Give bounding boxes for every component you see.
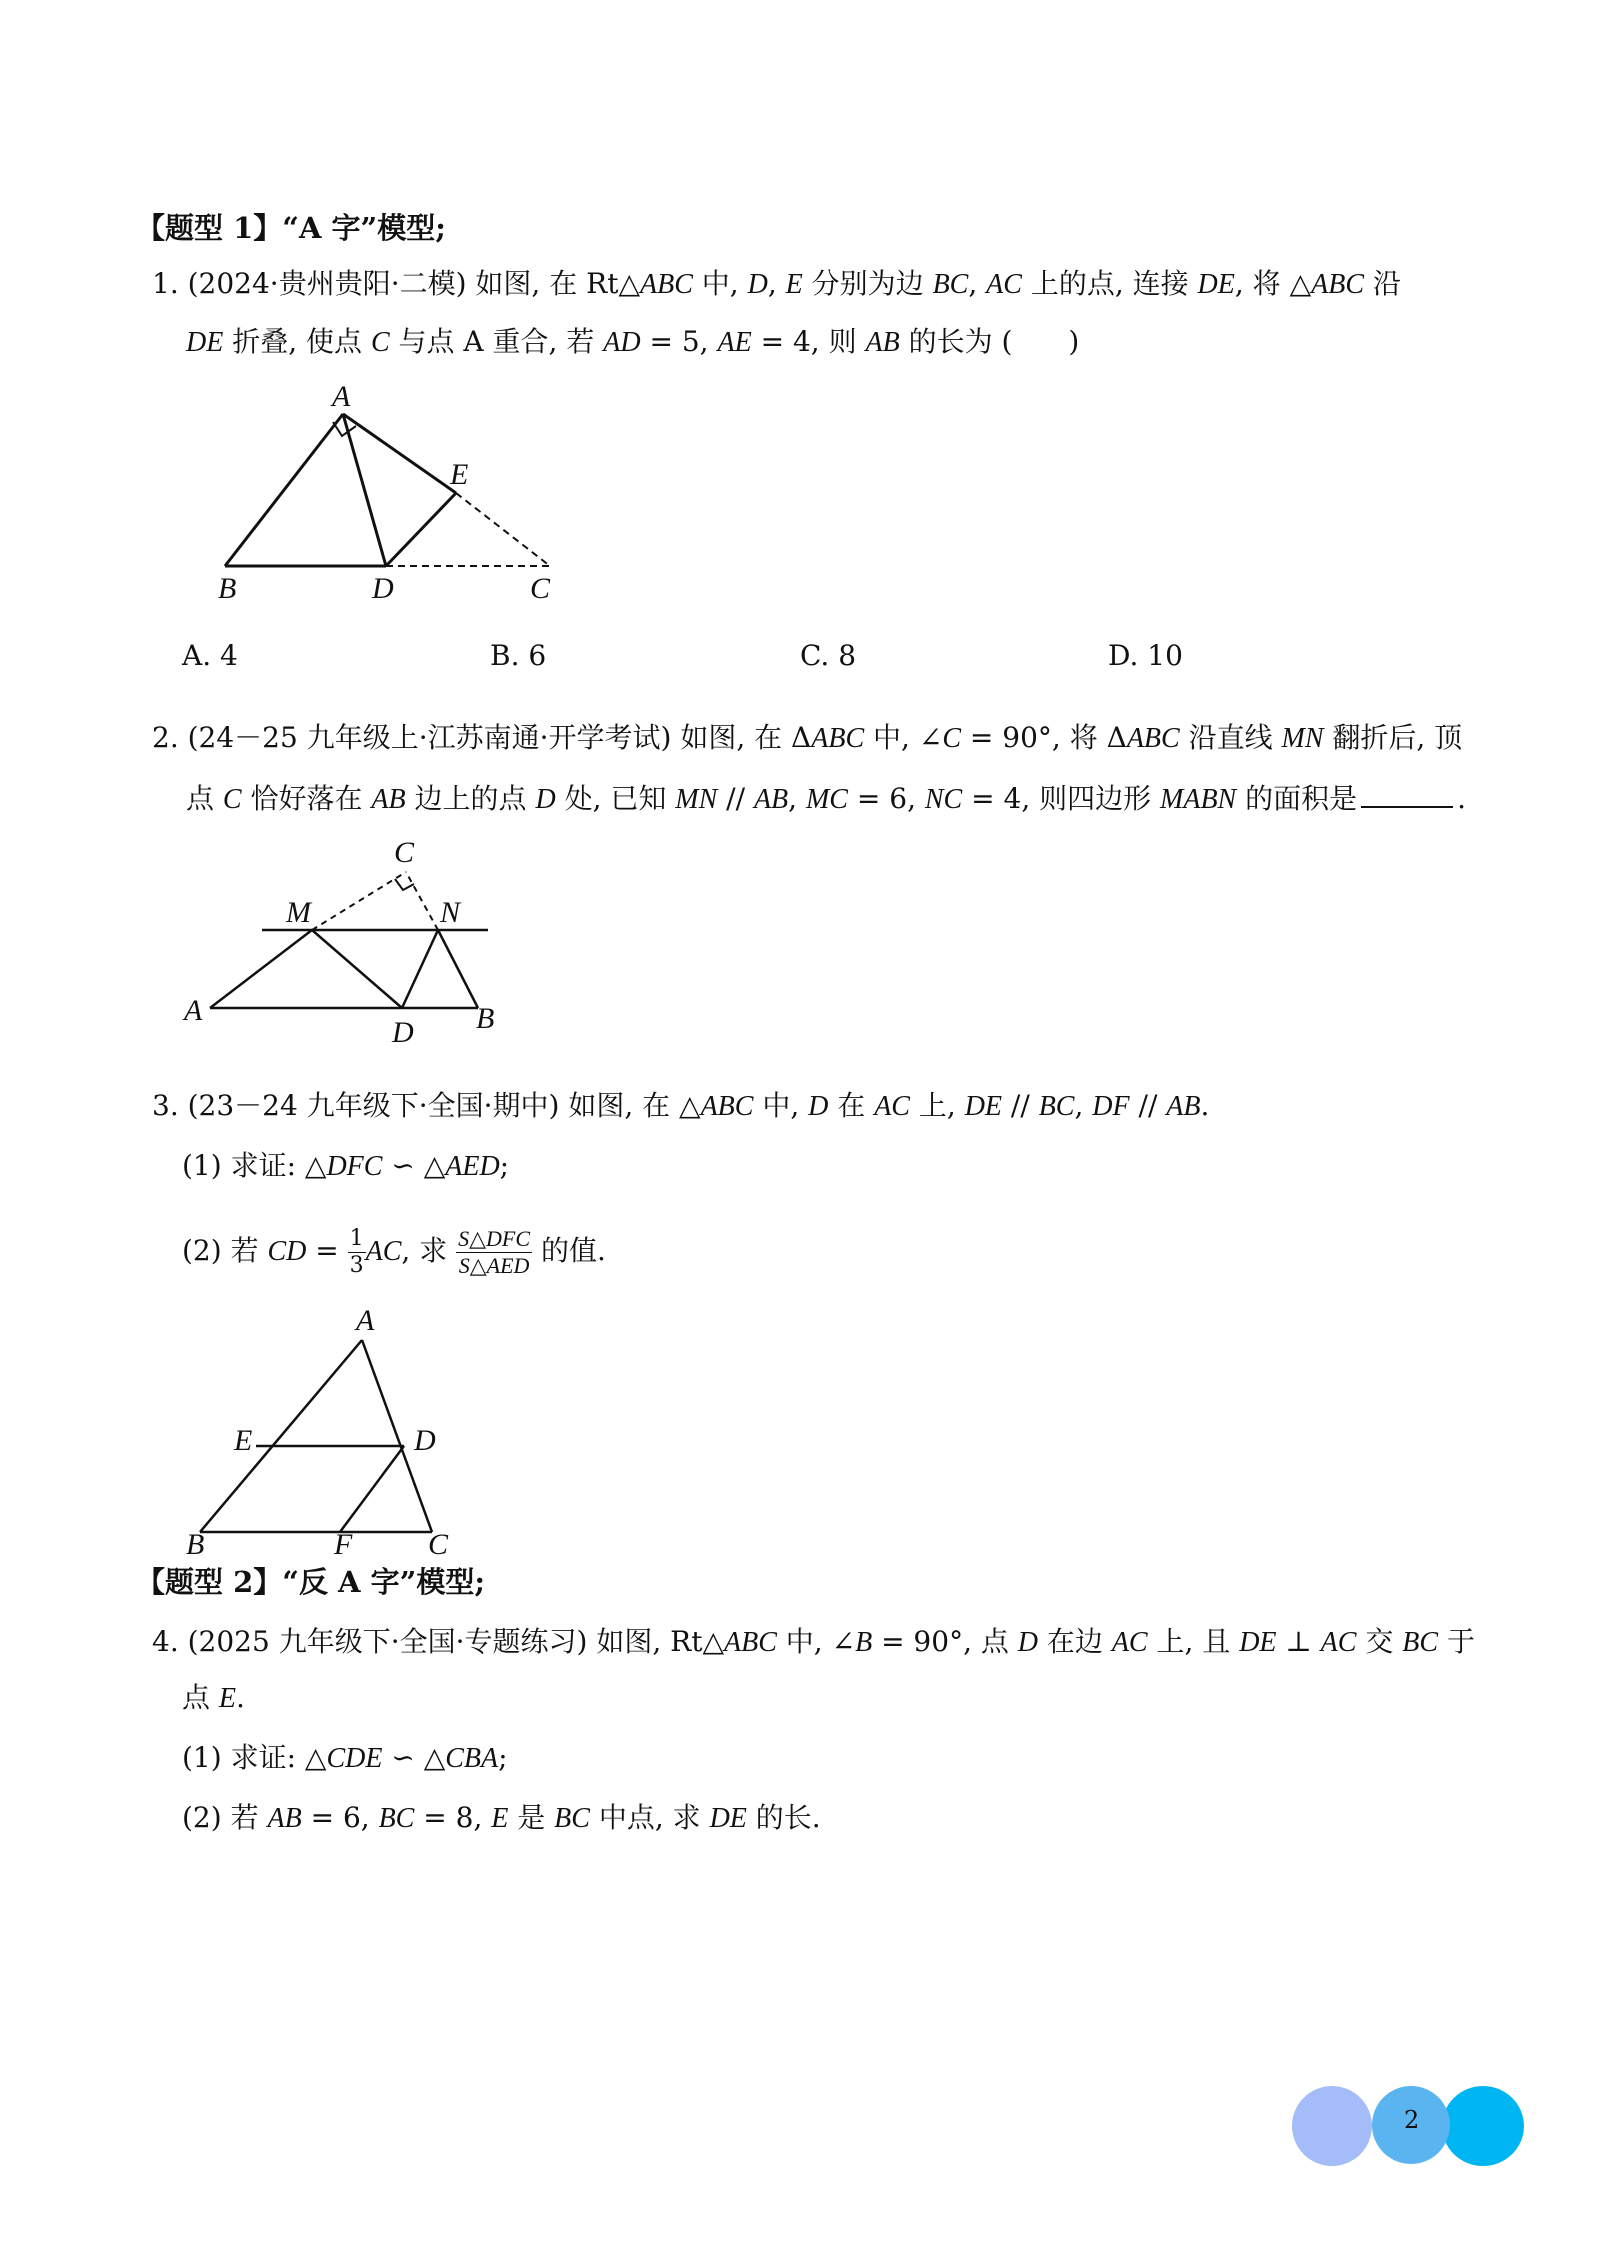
q3-label-C: C: [428, 1528, 449, 1560]
q1-seg-AD: [343, 414, 386, 566]
q1-seg-AE: [343, 414, 456, 493]
q4-line-1: 4. (2025 九年级下·全国·专题练习) 如图, Rt△ABC 中, ∠B = 90°, 点 D 在边 AC 上, 且 DE ⊥ AC 交 BC 于: [152, 1625, 1475, 1658]
q2-answer-blank: [1361, 778, 1453, 808]
q1-label-C: C: [530, 572, 551, 605]
q2-label-D: D: [392, 1016, 414, 1049]
q1-line-2: DE 折叠, 使点 C 与点 A 重合, 若 AD = 5, AE = 4, 则 AB 的长为 ( ): [186, 325, 1080, 358]
q3-line-1: 3. (23－24 九年级下·全国·期中) 如图, 在 △ABC 中, D 在 AC 上, DE // BC, DF // AB.: [152, 1089, 1210, 1122]
q2-seg-MC: [312, 872, 406, 930]
q2-label-C: C: [394, 836, 415, 869]
q2-label-M: M: [286, 896, 311, 929]
q3-label-E: E: [234, 1424, 253, 1457]
q3-label-D: D: [414, 1424, 436, 1457]
q2-line-1: 2. (24－25 九年级上·江苏南通·开学考试) 如图, 在 ΔABC 中, ∠C = 90°, 将 ΔABC 沿直线 MN 翻折后, 顶: [152, 721, 1463, 754]
q1-label-B: B: [218, 572, 237, 605]
q3-seg-DF: [340, 1446, 404, 1532]
section-1-title: 【题型 1】“A 字”模型;: [136, 211, 446, 245]
q1-label-E: E: [450, 458, 469, 491]
q1-figure: [200, 380, 580, 610]
q4-line-2: 点 E.: [182, 1681, 245, 1714]
page-number: 2: [1404, 2106, 1420, 2134]
q1-option-d: D. 10: [1108, 639, 1183, 672]
q2-label-A: A: [184, 994, 203, 1027]
section-2-title: 【题型 2】“反 A 字”模型;: [136, 1565, 486, 1599]
q3-label-F: F: [334, 1528, 353, 1560]
q1-seg-BA: [225, 414, 343, 566]
q3-seg-BA: [200, 1340, 362, 1532]
q1-label-D: D: [372, 572, 394, 605]
q3-label-B: B: [186, 1528, 205, 1560]
q2-label-N: N: [440, 896, 461, 929]
q2-seg-NC: [406, 872, 438, 930]
q2-seg-ND: [402, 930, 438, 1008]
q1-option-a: A. 4: [182, 639, 238, 672]
q2-seg-AM: [210, 930, 312, 1008]
q1-line-1: 1. (2024·贵州贵阳·二模) 如图, 在 Rt△ABC 中, D, E 分别为边 BC, AC 上的点, 连接 DE, 将 △ABC 沿: [152, 267, 1401, 300]
q4-part-2: (2) 若 AB = 6, BC = 8, E 是 BC 中点, 求 DE 的长.: [182, 1801, 821, 1834]
q2-seg-MD: [312, 930, 402, 1008]
q4-part-1: (1) 求证: △CDE ∽ △CBA;: [182, 1741, 508, 1774]
q3-part-1: (1) 求证: △DFC ∽ △AED;: [182, 1149, 510, 1182]
q3-fraction-area-ratio: $\frac{\text{S△DFC}}{\text{S△AED}}$: [458, 1226, 531, 1278]
q3-part-2: (2) 若 CD = $\frac{1}{3}$ AC, 求 $\frac{\text{S△DFC}}{\text{S△AED}}$ 的值.: [182, 1226, 606, 1278]
footer-circle-right: [1442, 2086, 1524, 2166]
q1-option-c: C. 8: [800, 639, 857, 672]
q2-figure: [170, 832, 530, 1052]
q1-seg-DE: [386, 493, 456, 566]
q2-label-B: B: [476, 1002, 495, 1035]
q2-line-2: 点 C 恰好落在 AB 边上的点 D 处, 已知 MN // AB, MC = 6, NC = 4, 则四边形 MABN 的面积是 .: [186, 778, 1466, 820]
q1-seg-EC: [456, 493, 550, 566]
q2-seg-NB: [438, 930, 478, 1008]
q3-figure: [180, 1300, 480, 1560]
q1-label-A: A: [332, 380, 351, 413]
q3-fraction-one-third: $\frac{1}{3}$: [349, 1226, 364, 1278]
q1-option-b: B. 6: [490, 639, 547, 672]
q3-label-A: A: [356, 1304, 375, 1337]
footer-circle-left: [1292, 2086, 1372, 2166]
